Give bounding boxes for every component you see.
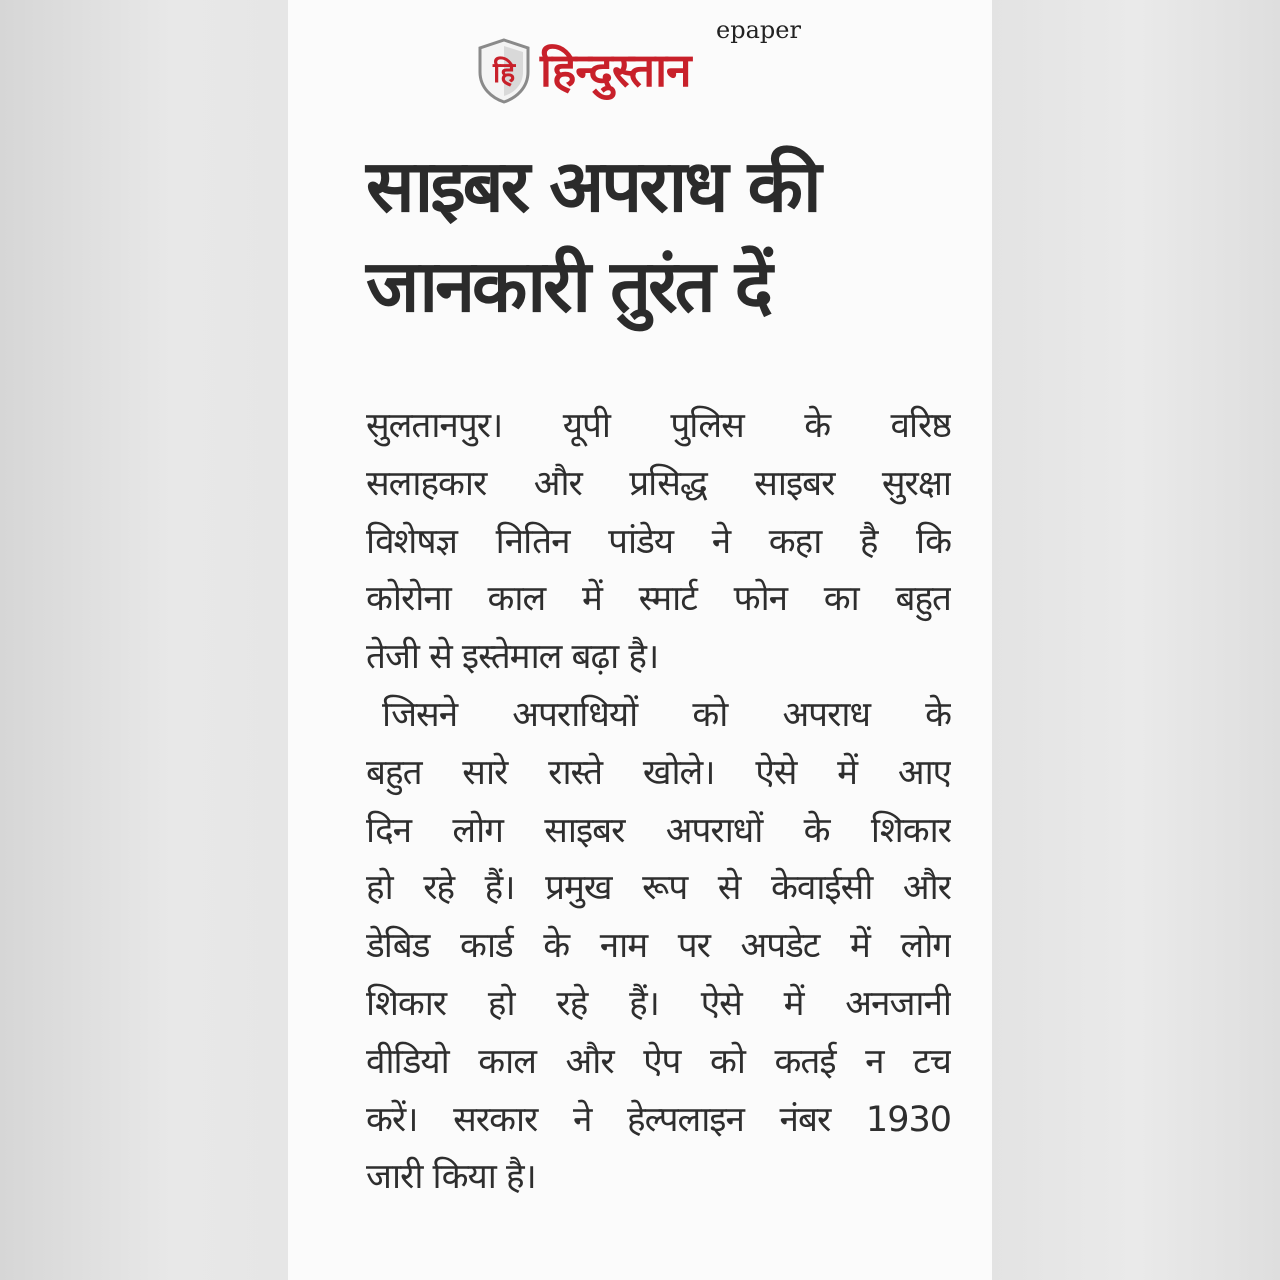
edition-label: epaper [716,16,801,44]
article-line: बहुत सारे रास्ते खोले। ऐसे में आए [366,752,951,793]
background-right [992,0,1280,1280]
newspaper-clipping [288,0,992,1280]
brand-name: हिन्दुस्तान [540,43,691,97]
headline-line-1: साइबर अपराध की [366,144,819,228]
article-line: सलाहकार और प्रसिद्ध साइबर सुरक्षा [366,463,951,504]
article-line: तेजी से इस्तेमाल बढ़ा है। [366,637,659,678]
article-line: हो रहे हैं। प्रमुख रूप से केवाईसी और [366,868,951,909]
article-line: जिसने अपराधियों को अपराध के [382,694,951,735]
article-line: शिकार हो रहे हैं। ऐसे में अनजानी [366,983,951,1024]
article-line: वीडियो काल और ऐप को कतई न टच [366,1041,951,1082]
headline [366,136,966,336]
article-line: डेबिड कार्ड के नाम पर अपडेट में लोग [366,926,951,967]
article-line: जारी किया है। [366,1157,536,1198]
article-line: दिन लोग साइबर अपराधों के शिकार [366,810,951,851]
article-body [366,398,951,1207]
logo-glyph: हि [492,56,516,89]
masthead [478,16,818,112]
article-line: विशेषज्ञ नितिन पांडेय ने कहा है कि [366,521,951,562]
article-line: सुलतानपुर। यूपी पुलिस के वरिष्ठ [366,406,951,446]
hindustan-shield-logo-icon [478,38,530,104]
article-line: करें। सरकार ने हेल्पलाइन नंबर 1930 [366,1099,951,1140]
article-line: कोरोना काल में स्मार्ट फोन का बहुत [366,579,951,620]
headline-line-2: जानकारी तुरंत दें [366,244,770,328]
background-left [0,0,288,1280]
